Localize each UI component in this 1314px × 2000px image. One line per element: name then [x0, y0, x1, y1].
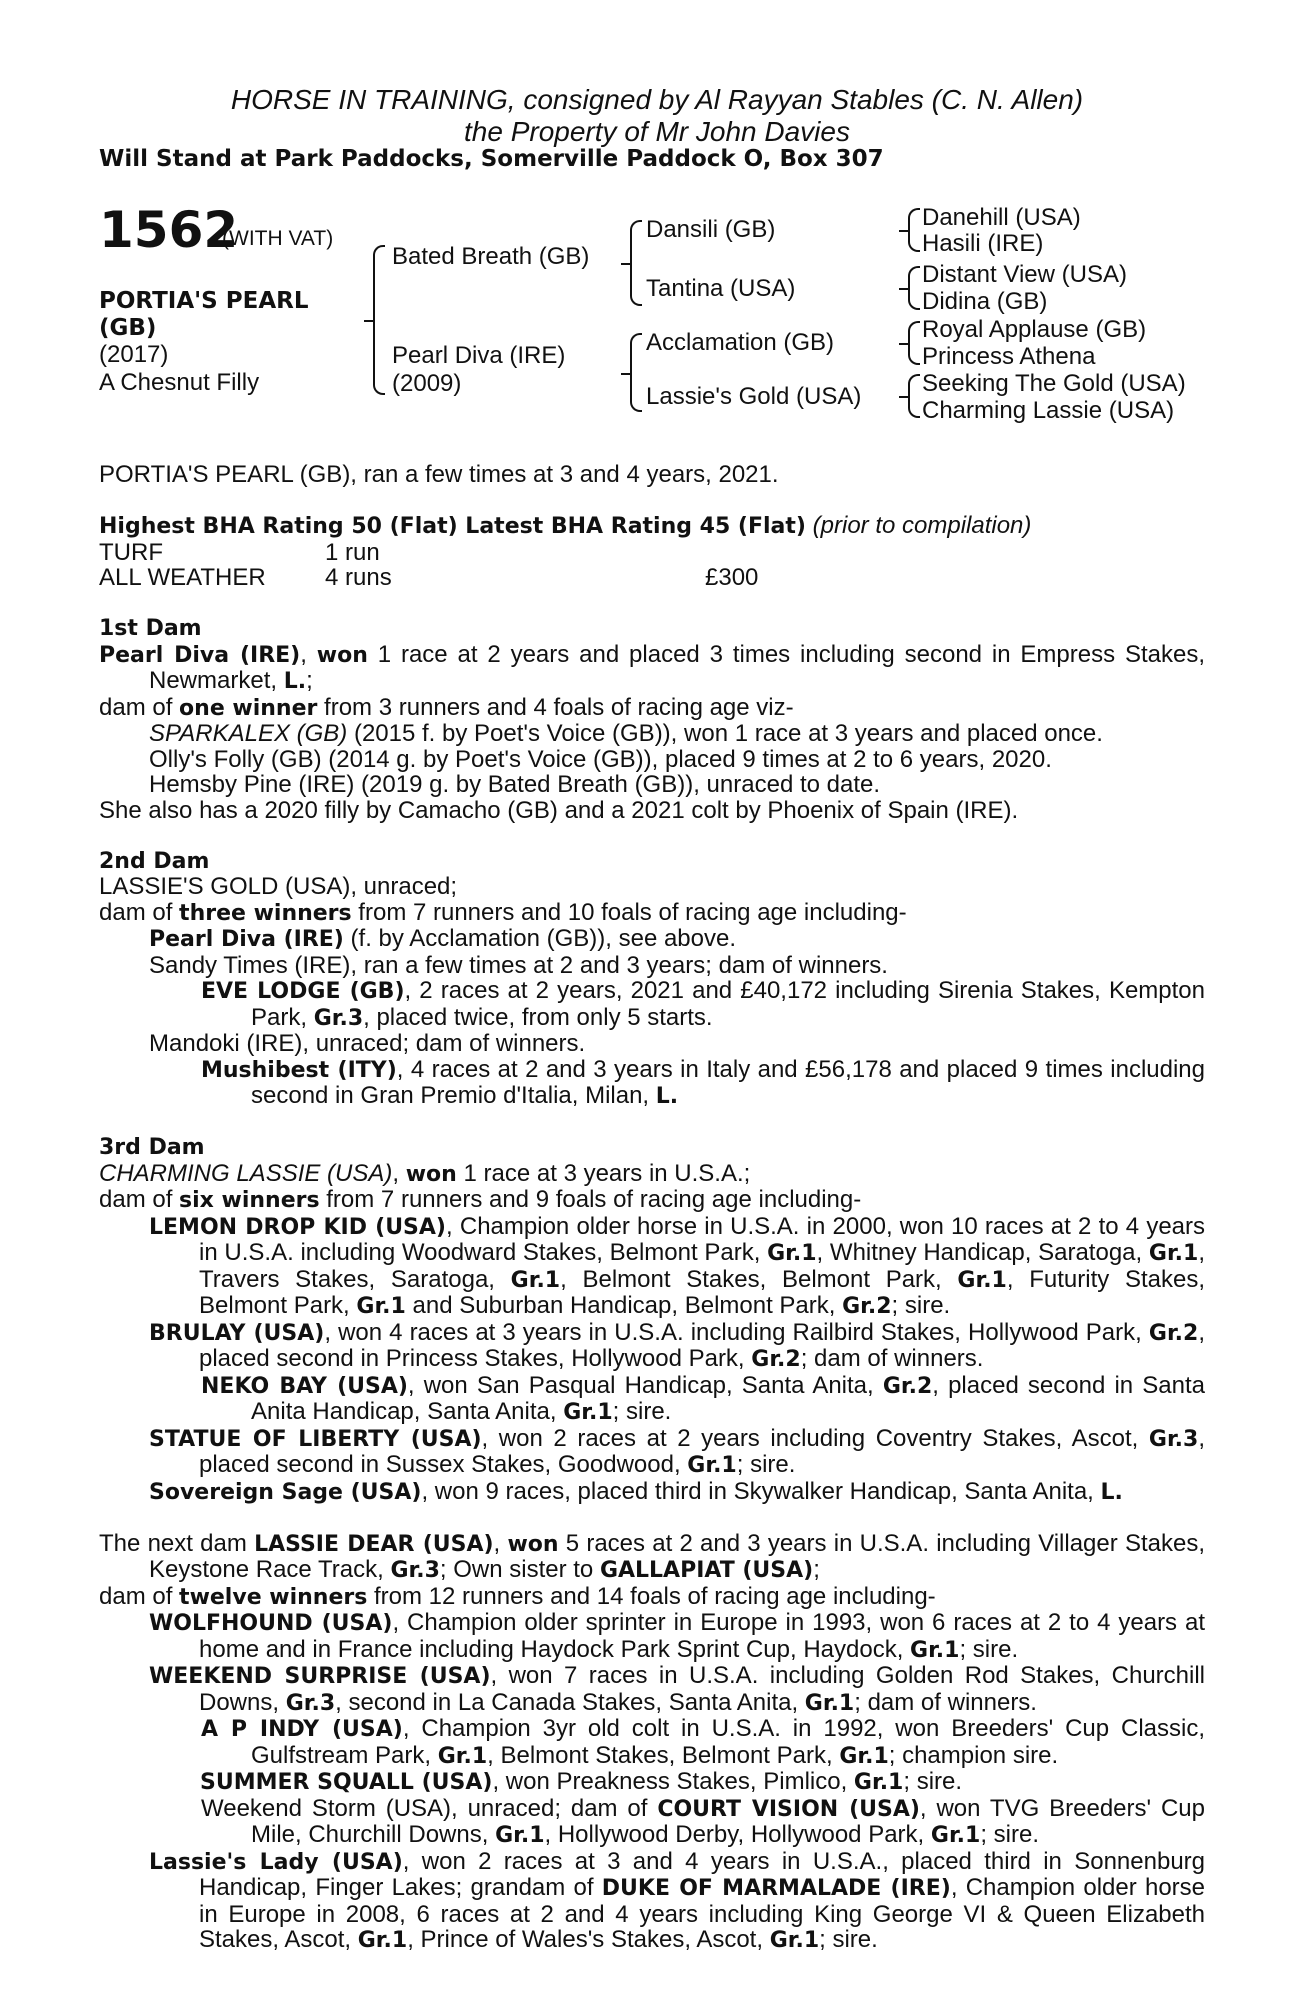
all-weather-label: ALL WEATHER	[99, 564, 266, 591]
pedigree-dss: Royal Applause (GB)	[922, 316, 1147, 343]
produce-entry: Lassie's Lady (USA), won 2 races at 3 and 4 years in U.S.A., placed third in Sonnenburg Handicap, Finger Lakes; grandam of DUKE OF MARMALADE (IRE), Champion older horse in Europe in 2008, 6 races at 2 and 4 years including King George VI & Queen Elizabeth Stakes, Ascot, Gr.1, Prince of Wales's Stakes, Ascot, Gr.1; sire.	[149, 1847, 1206, 1953]
dam-entry: Pearl Diva (IRE), won 1 race at 2 years and placed 3 times including second in Empress Stakes, Newmarket, L.;	[99, 640, 1206, 694]
race-summary: PORTIA'S PEARL (GB), ran a few times at 3 and 4 years, 2021.	[99, 461, 779, 488]
produce-entry: Hemsby Pine (IRE) (2019 g. by Bated Breath (GB)), unraced to date.	[149, 771, 881, 798]
produce-summary: dam of six winners from 7 runners and 9 foals of racing age including-	[99, 1186, 862, 1213]
pedigree-dam: Pearl Diva (IRE)	[392, 342, 566, 369]
pedigree-brace	[630, 220, 642, 306]
produce-summary: dam of twelve winners from 12 runners and 14 foals of racing age including-	[99, 1582, 936, 1610]
pedigree-dam-year: (2009)	[392, 370, 462, 397]
produce-entry: Mushibest (ITY), 4 races at 2 and 3 years in Italy and £56,178 and placed 9 times including second in Gran Premio d'Italia, Milan, L.	[201, 1055, 1205, 1109]
owner-line: the Property of Mr John Davies	[464, 116, 850, 147]
produce-entry: Mandoki (IRE), unraced; dam of winners.	[149, 1030, 586, 1057]
rating-line	[99, 513, 1205, 540]
catalogue-body	[99, 462, 1205, 1954]
pedigree-dsd: Princess Athena	[922, 343, 1096, 370]
pedigree-sdd: Didina (GB)	[922, 288, 1048, 315]
stand-location: Will Stand at Park Paddocks, Somerville Paddock O, Box 307	[99, 146, 884, 172]
produce-entry: EVE LODGE (GB), 2 races at 2 years, 2021 and £40,172 including Sirenia Stakes, Kempton Park, Gr.3, placed twice, from only 5 starts.	[201, 977, 1205, 1031]
pedigree-dam-dam: Lassie's Gold (USA)	[646, 383, 862, 410]
consignor-line: HORSE IN TRAINING, consigned by Al Rayyan Stables (C. N. Allen)	[230, 84, 1084, 115]
produce-entry: SPARKALEX (GB) (2015 f. by Poet's Voice (GB)), won 1 race at 3 years and placed once.	[149, 720, 1103, 747]
pedigree-ssd: Hasili (IRE)	[922, 230, 1044, 257]
produce-entry: Pearl Diva (IRE) (f. by Acclamation (GB)), see above.	[149, 925, 737, 952]
produce-entry: A P INDY (USA), Champion 3yr old colt in U.S.A. in 1992, won Breeders' Cup Classic, Gulfstream Park, Gr.1, Belmont Stakes, Belmont Park, Gr.1; champion sire.	[201, 1715, 1205, 1769]
all-weather-prize: £300	[705, 564, 759, 591]
section-3rd-dam: 3rd Dam	[99, 1135, 205, 1160]
produce-entry: LEMON DROP KID (USA), Champion older horse in U.S.A. in 2000, won 10 races at 2 to 4 years in U.S.A. including Woodward Stakes, Belmont Park, Gr.1, Whitney Handicap, Saratoga, Gr.1, Travers Stakes, Saratoga, Gr.1, Belmont Stakes, Belmont Park, Gr.1, Futurity Stakes, Belmont Park, Gr.1 and Suburban Handicap, Belmont Park, Gr.2; sire.	[149, 1212, 1206, 1319]
produce-entry: WEEKEND SURPRISE (USA), won 7 races in U.S.A. including Golden Rod Stakes, Churchill Downs, Gr.3, second in La Canada Stakes, Santa Anita, Gr.1; dam of winners.	[149, 1662, 1205, 1716]
produce-entry: SUMMER SQUALL (USA), won Preakness Stakes, Pimlico, Gr.1; sire.	[200, 1768, 963, 1795]
horse-name: PORTIA'S PEARL (GB)	[99, 288, 309, 341]
all-weather-runs: 4 runs	[325, 564, 392, 591]
pedigree-sire: Bated Breath (GB)	[392, 243, 590, 270]
produce-entry: STATUE OF LIBERTY (USA), won 2 races at 2 years including Coventry Stakes, Ascot, Gr.3, placed second in Sussex Stakes, Goodwood, Gr.1; sire.	[149, 1424, 1205, 1478]
produce-note: She also has a 2020 filly by Camacho (GB) and a 2021 colt by Phoenix of Spain (IRE).	[99, 796, 1019, 824]
rating-note: (prior to compilation)	[812, 512, 1032, 539]
pedigree-brace	[908, 374, 920, 418]
pedigree-brace	[908, 208, 920, 252]
turf-runs: 1 run	[325, 538, 380, 566]
lot-number: 1562	[99, 201, 239, 259]
produce-entry: BRULAY (USA), won 4 races at 3 years in U.S.A. including Railbird Stakes, Hollywood Park, Gr.2, placed second in Princess Stakes, Hollywood Park, Gr.2; dam of winners.	[149, 1318, 1205, 1372]
produce-entry: Weekend Storm (USA), unraced; dam of COURT VISION (USA), won TVG Breeders' Cup Mile, Churchill Downs, Gr.1, Hollywood Derby, Hollywood Park, Gr.1; sire.	[201, 1794, 1206, 1848]
rating-bold: Highest BHA Rating 50 (Flat) Latest BHA Rating 45 (Flat)	[99, 514, 806, 539]
pedigree-sds: Distant View (USA)	[922, 261, 1127, 288]
pedigree-sire-sire: Dansili (GB)	[646, 216, 776, 243]
pedigree-brace	[630, 333, 642, 412]
produce-entry: WOLFHOUND (USA), Champion older sprinter in Europe in 1993, won 6 races at 2 to 4 years at home and in France including Haydock Park Sprint Cup, Haydock, Gr.1; sire.	[149, 1609, 1206, 1663]
dam-entry: CHARMING LASSIE (USA), won 1 race at 3 years in U.S.A.;	[99, 1159, 751, 1187]
produce-entry: Sovereign Sage (USA), won 9 races, placed third in Skywalker Handicap, Santa Anita, L.	[149, 1477, 1123, 1505]
pedigree-dam-sire: Acclamation (GB)	[646, 329, 835, 356]
pedigree-ddd: Charming Lassie (USA)	[922, 397, 1175, 424]
turf-label: TURF	[99, 538, 163, 566]
pedigree-sss: Danehill (USA)	[922, 204, 1081, 231]
section-1st-dam: 1st Dam	[99, 616, 202, 641]
turf-row	[99, 540, 1205, 566]
all-weather-row	[99, 565, 1205, 591]
pedigree-brace	[908, 321, 920, 365]
pedigree-brace	[373, 245, 385, 395]
pedigree-brace	[908, 266, 920, 310]
produce-summary: dam of one winner from 3 runners and 4 foals of racing age viz-	[99, 693, 794, 721]
horse-year: (2017)	[99, 341, 169, 368]
produce-summary: dam of three winners from 7 runners and 10 foals of racing age including-	[99, 898, 907, 926]
produce-entry: Sandy Times (IRE), ran a few times at 2 and 3 years; dam of winners.	[149, 951, 888, 979]
vat-label: (WITH VAT)	[222, 227, 334, 250]
dam-entry: LASSIE'S GOLD (USA), unraced;	[99, 873, 458, 900]
next-dam-entry: The next dam LASSIE DEAR (USA), won 5 races at 2 and 3 years in U.S.A. including Villager Stakes, Keystone Race Track, Gr.3; Own sister to GALLAPIAT (USA);	[99, 1529, 1206, 1583]
section-2nd-dam: 2nd Dam	[99, 848, 210, 874]
produce-entry: Olly's Folly (GB) (2014 g. by Poet's Voice (GB)), placed 9 times at 2 to 6 years, 2020.	[149, 745, 1052, 773]
pedigree-sire-dam: Tantina (USA)	[646, 275, 796, 302]
produce-entry: NEKO BAY (USA), won San Pasqual Handicap, Santa Anita, Gr.2, placed second in Santa Anita Handicap, Santa Anita, Gr.1; sire.	[201, 1371, 1205, 1425]
pedigree-dds: Seeking The Gold (USA)	[922, 370, 1186, 397]
horse-description: A Chesnut Filly	[99, 369, 260, 396]
